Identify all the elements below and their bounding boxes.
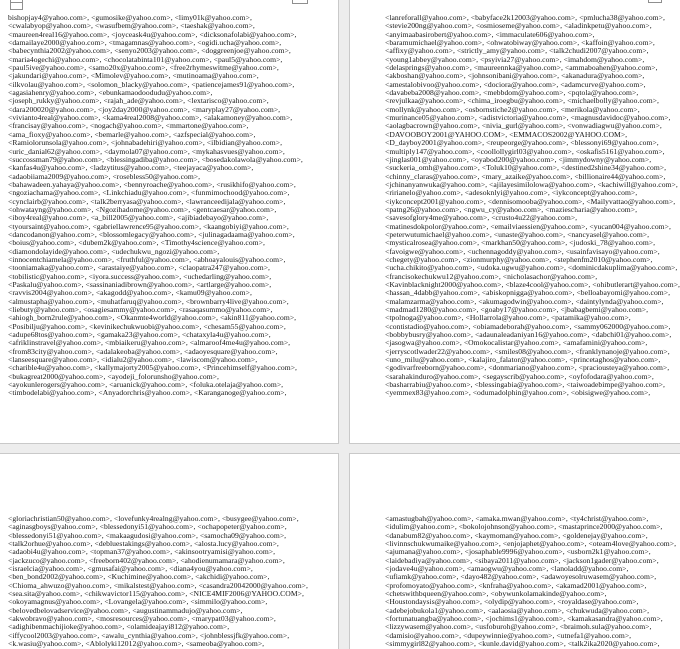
email-line: <jakundari@yahoo.com>, <Mimolev@yahoo.com>, <mutinoama@yahoo.com>, — [8, 72, 259, 81]
email-line: <sea.sita@yahoo.com>, <chikwavictor115@yahoo.com>, <NICE4MIF2006@YAHOO.COM>, — [8, 590, 304, 599]
email-line: <anyimaabasirobert@yahoo.com>, <immaculate606@yahoo.com>, — [385, 30, 595, 39]
email-line: <vivianto4real@yahoo.com>, <kama4real2008@yahoo.com>, <alakamoney@yahoo.com>, — [8, 114, 293, 123]
email-line: <ngoziachama@yahoo.com>, <Linkchiadu@yahoo.com>, <funmimochood@yahoo.com>, — [8, 189, 290, 198]
email-line: <patng26@yahoo.com>, <ngwu_cy@yahoo.com>, <maziescharia@yahoo.com>, — [385, 205, 638, 214]
page-top-left — [0, 0, 339, 444]
email-line: <tooniamaka@yahoo.com>, <arastaiye@yahoo.com>, <claopatra247@yahoo.com>, — [8, 264, 270, 273]
email-line: <ravvis2004@yahoo.com>, <akagodd@yahoo.com>, <kamu09@yahoo.com>, — [8, 289, 252, 298]
email-line: <bobbybusry@yahoo.com>, <adaunaleadaniyan16@yahoo.com>, <dabchi01@yahoo.com>, — [385, 331, 672, 340]
email-line: <suckeria_omh@yahoo.com>, <Toluk10@yahoo.com>, <destined2shine34@yahoo.com>, — [385, 164, 667, 173]
email-line: <cwalabyop@yahoo.com>, <wasufbem@yahoo.com>, <taeshak@yahoo.com>, — [8, 22, 255, 31]
email-line: <maria4ogechi@yahoo.com>, <chocolatabinta101@yahoo.com>, <paul5@yahoo.com>, — [8, 55, 283, 64]
email-line: <talk2orhue@yahoo.com>, <debluestakings@yahoo.com>, <alosta.lucy@yahoo.com>, — [8, 540, 279, 549]
email-line: <iffycool2003@yahoo.com>, <awalu_cynthia@yahoo.com>, <johnblessjfk@yahoo.com>, — [8, 631, 290, 640]
email-line: <jackzuco@yahoo.com>, <freeborn402@yahoo.com>, <ahodienumamara@yahoo.com>, — [8, 556, 285, 565]
email-line: <adupe68tos@yahoo.com>, <gamaka23@yahoo.com>, <chataxyla4u@yahoo.com>, — [8, 331, 271, 340]
email-list-bottom-right[interactable] — [385, 515, 680, 649]
email-line: <danabum82@yahoo.com>, <kaymoman@yahoo.com>, <goldenejay@yahoo.com>, — [385, 531, 648, 540]
email-line: <tyoursaint@yahoo.com>, <gabriellawrence95@yahoo.com>, <kaangobiyi@yahoo.com>, — [8, 222, 289, 231]
email-line: <ahiogh_born2rule@yahoo.com>, <Okanmte4world@yahoo.com>, <akin811@yahoo.com>, — [8, 314, 297, 323]
email-line: <ayokunlerogers@yahoo.com>, <aruanick@yahoo.com>, <foluka.otelaja@yahoo.com>, — [8, 381, 284, 390]
email-line: <yemmex83@yahoo.com>, <odumadolphin@yahoo.com>, <obisigwe@yahoo.com>, — [385, 389, 651, 398]
email-line: <israelcia@yahoo.com>, <gmusafai@yahoo.com>, <diana4you@yahoo.com>, — [8, 565, 253, 574]
email-line: <ririanelo@yahoo.com>, <adesoknlyi@yahoo.com>, <iykconcept@yahoo.com>, — [385, 189, 638, 198]
email-line: <Ramiolorunsola@yahoo.com>, <johnabadehiri@yahoo.com>, <ilbidian@yahoo.com>, — [8, 139, 283, 148]
email-line: <jodave4u@yahoo.com>, <amaogwu@yahoo.com>, <lanoladd@yahoo.com>, — [385, 565, 629, 574]
email-line: <savesofglory4me@yahoo.com>, <crusto4u22@yahoo.com>, — [385, 214, 578, 223]
email-line: <adebejobukola1@yahoo.com>, <aalaosia@yahoo.com>, <chukwuda@yahoo.com>, — [385, 606, 650, 615]
email-line: <innocentchiamela@yahoo.com>, <fruthful@yahoo.com>, <abhoayalouis@yahoo.com>, — [8, 255, 286, 264]
email-line: <adaobiiama2009@yahoo.com>, <rosebless50@yahoo.com>, — [8, 172, 201, 181]
email-line: <cynclairb@yahoo.com>, <talk2berryasa@yahoo.com>, <lawranceedijala@yahoo.com>, — [8, 197, 286, 206]
email-line: <from83city@yahoo.com>, <adalakeoba@yahoo.com>, <adaoyesquare@yahoo.com>, — [8, 347, 278, 356]
email-line: <hassan_4dabb@yahoo.com>, <abiskopnigga@yahoo.com>, <belloabayomi@yahoo.com>, — [385, 289, 671, 298]
email-line: <ucha.chikito@yahoo.com>, <udoka.ugwu@yahoo.com>, <dominicdakuplima@yahoo.com>, — [385, 264, 678, 273]
email-line: <damailaye2000@yahoo.com>, <tmagamnas@yahoo.com>, <ogidi.ucha@yahoo.com>, — [8, 39, 282, 48]
email-line: <peterwutumichael@yahoo.com>, <unaste@yahoo.com>, <nancyasel@yahoo.com>, — [385, 230, 650, 239]
email-line: <ama_fioxy@yahoo.com>, <bemarle@yahoo.com>, <azfspecial@yahoo.com>, — [8, 130, 256, 139]
email-line: <jinglas001@yahoo.com>, <oyabod200@yahoo.com>, <jimmydowny@yahoo.com>, — [385, 155, 652, 164]
email-line: <liebuty@yahoo.com>, <osagiesammy@yahoo.com>, <rasaqasummo@yahoo.com>, — [8, 306, 273, 315]
email-line: <Paskalu@yahoo.com>, <sassinaniadibrown@yahoo.com>, <artlarge@yahoo.com>, — [8, 281, 272, 289]
email-line: <babecynthia2002@yahoo.com>, <senyo2003@yahoo.com>, <doggreenjoe@yahoo.com>, — [8, 47, 291, 56]
email-line: <sarahakinduro@yahoo.com>, <segayscrib@yahoo.com>, <oyfofodara@yahoo.com>, — [385, 372, 654, 381]
email-line: <delasprings@yahoo.com>, <maureennka@yahoo.com>, <ammaboahen@yahoo.com>, — [385, 64, 658, 73]
email-line: <revjulkaa@yahoo.com>, <chima_iroegbu@yahoo.com>, <michaelbolly@yahoo.com>, — [385, 97, 659, 106]
email-line: <amestalobivoo@yahoo.com>, <dociora@yahoo.com>, <adamcurve@yahoo.com>, — [385, 80, 646, 89]
email-line: <kanfas4u@yahoo.com>, <ladzytitus@yahoo.com>, <teejayaca@yahoo.com>, — [8, 164, 254, 173]
email-line: <ilkvolau@yahoo.com>, <solomon_blacky@yahoo.com>, <patiencejames91@yahoo.com>, — [8, 80, 295, 89]
page-bottom-right — [349, 453, 680, 649]
email-line: <agasiahenry@yahoo.com>, <ebunkamaodoodudu@yahoo.com>, — [8, 89, 213, 98]
email-line: <aginasgboys@yahoo.com>, <blessedonyi51@yahoo.com>, <ochapopeter@yahoo.com>, — [8, 523, 287, 532]
email-line: <contistadio@yahoo.com>, <obiamadeborah@yahoo.com>, <sammy062000@yahoo.com>, — [385, 322, 671, 331]
email-line: <murinance05@yahoo.com>, <adistvictoria@yahoo.com>, <magnusdavidoc@yahoo.com>, — [385, 114, 671, 123]
email-line: <iboy4real@yahoo.com>, <a_bill2005@yahoo.com>, <ajibiadebayo@yahoo.com>, — [8, 214, 269, 223]
email-list-bottom-left[interactable] — [8, 515, 334, 649]
email-list-top-right[interactable] — [385, 14, 680, 398]
email-line: <fortunatuangba@yahoo.com>, <jochims1@yahoo.com>, <kamakasandra@yahoo.com>, — [385, 615, 663, 624]
email-line: <tpolnoga@yahoo.com>, <Hollarrola@yahoo.com>, <patamika@yahoo.com>, — [385, 314, 631, 323]
email-line: <basharrabiu@yahoo.com>, <blessingabia@yahoo.com>, <taiwoadebimpe@yahoo.com>, — [385, 381, 665, 390]
email-line: <simmygirl82@yahoo.com>, <kunle.david@yahoo.com>, <talk2ika2020@yahoo.com>, — [385, 640, 660, 649]
email-line: <jasogwa@yahoo.com>, <Omokocalistar@yahoo.com>, <amafamini@yahoo.com>, — [385, 339, 648, 348]
email-line: <jchinanyanwuka@yahoo.com>, <ajilayesimilolowa@yahoo.com>, <kachiwill@yahoo.com>, — [385, 180, 678, 189]
email-line: <adaobi4u@yahoo.com>, <topman37@yahoo.com>, <akinsootryamisi@yahoo.com>, — [8, 548, 276, 557]
email-line: <akboshan@yahoo.com>, <johnsonibani@yahoo.com>, <akanadura@yahoo.com>, — [385, 72, 645, 81]
email-line: <ajumana@yahoo.com>, <josaphable9996@yahoo.com>, <usborn2k1@yahoo.com>, — [385, 548, 651, 557]
email-line: <amastugbah@yahoo.com>, <amaka.mwan@yahoo.com>, <ty4christ@yahoo.com>, — [385, 515, 649, 523]
email-line: <Houstondaysis@yahoo.com>, <olydip@yahoo.com>, <royaldase@yahoo.com>, — [385, 598, 639, 607]
email-line: <malamzarma@yahoo.com>, <akumagodwin@yahoo.com>, <daintylynda@yahoo.com>, — [385, 297, 664, 306]
email-line: <boius@yahoo.com>, <dubem2k@yahoo.com>, <Timothy4science@yahoo.com>, — [8, 239, 265, 248]
email-line: <k.wasiu@yahoo.com>, <Ablolyki12012@yahoo.com>, <sameoba@yahoo.com>, — [8, 640, 265, 649]
email-line: <paul5ive@yahoo.com>, <samo20x@yahoo.com>, <free2rhymeswitme@yahoo.com>, — [8, 64, 279, 73]
email-line: <young1abbey@yahoo.com>, <psyivia27@yahoo.com>, <imahdom@yahoo.com>, — [385, 55, 645, 64]
email-line: <uric_danial62@yahoo.com>, <daymola07@yahoo.com>, <mykahasvues@yahoo.com>, — [8, 147, 285, 156]
email-line: <blessedonyi51@yahoo.com>, <makaagudosi@yahoo.com>, <samocha09@yahoo.com>, — [8, 531, 287, 540]
email-line: <almustapha@yahoo.com>, <muhatfaruq@yahoo.com>, <brownbarry4live@yahoo.com>, — [8, 297, 289, 306]
email-line: <godivarfreeborn@yahoo.com>, <donmariano@yahoo.com>, <praciousteya@yahoo.com>, — [385, 364, 670, 373]
email-line: <joseph_rukky@yahoo.com>, <rajah_ade@yahoo.com>, <lextarisco@yahoo.com>, — [8, 97, 269, 106]
email-line: <francisokechukwu12@yahoo.com>, <nicholasachor@yahoo.com>, — [385, 272, 598, 281]
email-line: <damisio@yahoo.com>, <dupeywinnie@yahoo.com>, <utnefa1@yahoo.com>, — [385, 631, 632, 640]
email-line: <davabeba2008@yahoo.com>, <mebbdom@yahoo.com>, <pqtola@yahoo.com>, — [385, 89, 639, 98]
email-line: <Posibilju@yahoo.com>, <kevinikechukwuobi@yahoo.com>, <chesam55@yahoo.com>, — [8, 322, 286, 331]
email-line: <baramumichael@yahoo.com>, <ohwatobiway@yahoo.com>, <kaffoin@yahoo.com>, — [385, 39, 655, 48]
email-line: <succossman79@yahoo.com>, <blessingadiba@yahoo.com>, <bosedakolawola@yahoo.com>, — [8, 155, 303, 164]
email-line: <DAVOOBOY2001@YAHOO.COM>, <EMMACOS2002@YAHOO.COM>, — [385, 130, 628, 139]
email-line: <ohwatayng@yahoo.com>, <Ngozihadome@yahoo.com>, <gentcaesar@yahoo.com>, — [8, 205, 277, 214]
email-line: <Chioma_ahwuzo@yahoo.com>, <mikalstest@yahoo.com>, <casandra20042000@yahoo.com>, — [8, 581, 308, 590]
email-line: <affixy@yahoo.com>, <strictly_amy@yahoo.com>, <talk2chudi2007@yahoo.com>, — [385, 47, 649, 56]
email-line: <stevie200ng@yahoo.com>, <osmioseme@yahoo.com>, <aladinkpetu@yahoo.com>, — [385, 22, 652, 31]
frame-handle-icon — [648, 0, 662, 3]
email-line: <bukagreat2000@yahoo.com>, <ayodeji_folorunsho@yahoo.com>, — [8, 372, 219, 381]
frame-handle-icon — [10, 0, 23, 10]
email-line: <lanseesquare@yahoo.com>, <idialu2@yahoo.com>, <lawiscom@yahoo.com>, — [8, 356, 258, 365]
email-line: <profomoyato@yahoo.com>, <knfraha@yahoo.com>, <akamad2001@yahoo.com>, — [385, 581, 647, 590]
email-list-top-left[interactable] — [8, 14, 334, 398]
email-line: <D_dayboy2001@yahoo.com>, <reupeorge@yahoo.com>, <blessonyi69@yahoo.com>, — [385, 139, 659, 148]
email-line: <iykconcept2001@yahoo.com>, <dennisomooba@yahoo.com>, <Mailyvattao@yahoo.com>, — [385, 197, 676, 206]
email-line: <mysticalrosea@yahoo.com>, <markhan50@yahoo.com>, <judoski_78@yahoo.com>, — [385, 239, 656, 248]
email-line: <uno_milu@yahoo.com>, <kalajiro_falator@yahoo.com>, <princetaghos@yahoo.com>, — [385, 356, 661, 365]
email-line: <livinnschukwumaike@yahoo.com>, <enjojaphet@yahoo.com>, <oteam4love@yahoo.com>, — [385, 540, 677, 549]
email-line: <okoyamagnus@yahoo.com>, <Lovangela@yahoo.com>, <simmilo@yahoo.com>, — [8, 598, 268, 607]
email-line: <aolagbacrown@yahoo.com>, <nivia_gurl@yahoo.com>, <vonwadiagwu@yahoo.com>, — [385, 122, 662, 131]
email-line: bishopjay4@yahoo.com>, <gumosike@yahoo.com>, <limy01k@yahoo.com>, — [8, 14, 252, 22]
email-line: <jerryscotlwader22@yahoo.com>, <smiles08@yahoo.com>, <franklynanoje@yahoo.com>, — [385, 347, 670, 356]
email-line: <bahawadeen.yahaya@yahoo.com>, <bennyroache@yahoo.com>, <rusikhifo@yahoo.com>, — [8, 180, 296, 189]
email-line: <dara200020@yahoo.com>, <joy2day2000@yahoo.com>, <maryplay27@yahoo.com>, — [8, 105, 281, 114]
email-line: <lanreforall@yahoo.com>, <babyface2k12003@yahoo.com>, <pmlucha38@yahoo.com>, — [385, 14, 665, 22]
frame-handle-icon — [292, 0, 308, 4]
email-line: <adighibenmachijioke@yahoo.com>, <olamideajayi812@yahoo.com>, — [8, 623, 230, 632]
email-line: <Kavinblacknight2000@yahoo.com>, <blaze4cool@yahoo.com>, <ohibutlerart@yahoo.com>, — [385, 281, 680, 289]
email-line: <laidebadiya@yahoo.com>, <sibaya2011@yahoo.com>, <jackson1gader@yahoo.com>, — [385, 556, 659, 565]
email-line: <gloriachristian50@yahoo.com>, <lovefunky4realng@yahoo.com>, <busygee@yahoo.com>, — [8, 515, 299, 523]
email-line: <ben_bond2002@yahoo.com>, <Kuchimine@yahoo.com>, <akchidi@yahoo.com>, — [8, 573, 270, 582]
email-line: <chinny_claras@yahoo.com>, <mary_azaike@yahoo.com>, <billionaire44@yahoo.com>, — [385, 172, 666, 181]
email-line: <mollynk@yahoo.com>, <osbornstiche2@yahoo.com>, <merikola@yahoo.com>, — [385, 105, 640, 114]
page-top-right — [349, 0, 680, 444]
email-line: <belovedbelovadservice@yahoo.com>, <augustinammadujo@yahoo.com>, — [8, 606, 243, 615]
email-line: <dancodanon@yahoo.com>, <blossomlegacy@yahoo.com>, <julinagadaama@yahoo.com>, — [8, 230, 295, 239]
email-line: <francisay@yahoo.com>, <nogach@yahoo.com>, <mmartone@yahoo.com>, — [8, 122, 249, 131]
email-line: <madmad1280@yahoo.com>, <goaby17@yahoo.com>, <jbabagbemi@yahoo.com>, — [385, 306, 649, 315]
email-line: <charible4u@yahoo.com>, <kallymajorty2005@yahoo.com>, <Princehimself@yahoo.com>, — [8, 364, 297, 373]
email-line: <chegety@yahoo.com>, <zionmurphy@yahoo.com>, <stephenfm2010@yahoo.com>, — [385, 255, 653, 264]
email-line: <multiply147@yahoo.com>, <coollollygirl03@yahoo.com>, <oskafis5161@yahoo.com>, — [385, 147, 665, 156]
email-line: <favoigwe@yahoo.com>, <uchennagoddy@yahoo.com>, <usainfavisayo@yahoo.com>, — [385, 247, 660, 256]
email-line: <ufiamk@yahoo.com>, <dayo482@yahoo.com>, <adawoyesolruwasem@yahoo.com>, — [385, 573, 657, 582]
email-line: <akwobravo@yahoo.com>, <mosresources@yahoo.com>, <marypat03@yahoo.com>, — [8, 615, 276, 624]
email-line: <chetswithbqueen@yahoo.com>, <obywunkolamakinde@yahoo.com>, — [385, 590, 607, 599]
email-line: <tobilistic@yahoo.com>, <iyora.success@yahoo.com>, <uchedarling@yahoo.com>, — [8, 272, 272, 281]
email-line: <afriklinstravel@yahoo.com>, <mbiaikeru@yahoo.com>, <almaroof4me4u@yahoo.com>, — [8, 339, 291, 348]
email-line: <matinesdokpolor@yahoo.com>, <emailviaessien@yahoo.com>, <yucan004@yahoo.com>, — [385, 222, 671, 231]
email-line: <diamondolayide@yahoo.com>, <udechukwu_ngozi@yahoo.com>, — [8, 247, 220, 256]
email-line: <idulim@yahoo.com>, <bokolojohnson@yahoo.com>, <mastaprince2000@yahoo.com>, — [385, 523, 663, 532]
page-bottom-left — [0, 453, 339, 649]
email-line: <timbodelabi@yahoo.com>, <Anyadorchris@yahoo.com>, <Karanganoge@yahoo.com>, — [8, 389, 287, 398]
email-line: <maureen4real16@yahoo.com>, <joyceask4u@yahoo.com>, <dicksonafolabi@yahoo.com>, — [8, 30, 297, 39]
email-line: <lizzywasem@yahoo.com>, <usfoburoh@yahoo.com>, <braimoh.sula@yahoo.com>, — [385, 623, 652, 632]
